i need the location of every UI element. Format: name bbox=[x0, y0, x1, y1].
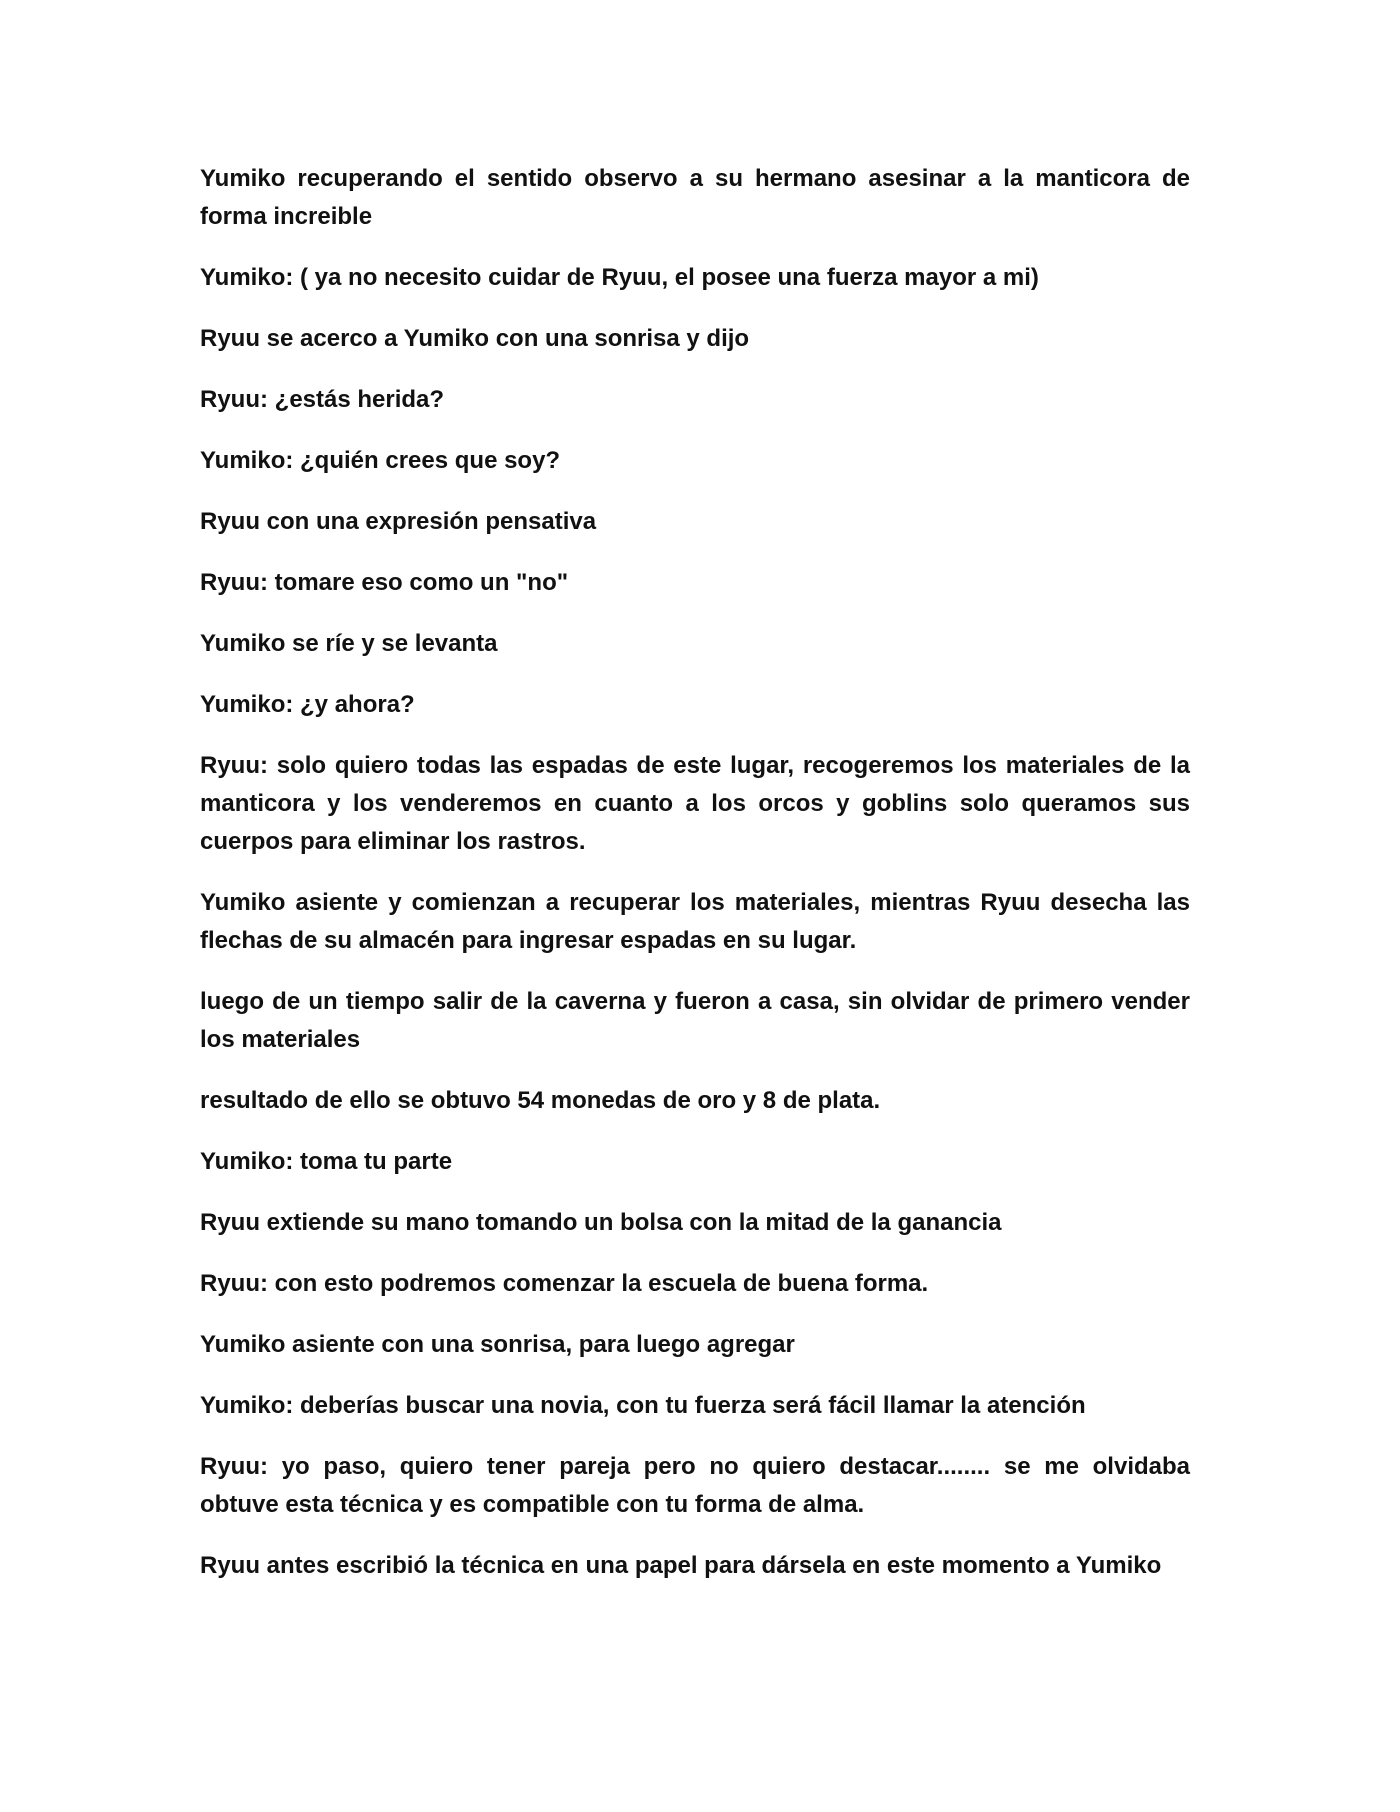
paragraph: Ryuu: tomare eso como un "no" bbox=[200, 569, 569, 596]
paragraph: Yumiko se ríe y se levanta bbox=[200, 630, 498, 657]
paragraph: Yumiko recuperando el sentido observo a su hermano asesinar a la manticora de forma increible bbox=[200, 165, 1190, 230]
paragraph: Yumiko: ¿quién crees que soy? bbox=[200, 447, 561, 474]
paragraph: Ryuu: solo quiero todas las espadas de este lugar, recogeremos los materiales de la manticora y los venderemos en cuanto a los orcos y goblins solo queramos sus cuerpos para eliminar los rastros. bbox=[200, 752, 1190, 855]
paragraph: Ryuu se acerco a Yumiko con una sonrisa y dijo bbox=[200, 325, 750, 352]
paragraph: luego de un tiempo salir de la caverna y fueron a casa, sin olvidar de primero vender los materiales bbox=[200, 988, 1190, 1053]
paragraph: Ryuu: yo paso, quiero tener pareja pero no quiero destacar........ se me olvidaba obtuve esta técnica y es compatible con tu forma de alma. bbox=[200, 1453, 1190, 1518]
paragraph: Yumiko asiente con una sonrisa, para luego agregar bbox=[200, 1331, 795, 1358]
paragraph: Yumiko: ( ya no necesito cuidar de Ryuu, el posee una fuerza mayor a mi) bbox=[200, 264, 1039, 291]
paragraph: Yumiko asiente y comienzan a recuperar los materiales, mientras Ryuu desecha las flechas de su almacén para ingresar espadas en su lugar. bbox=[200, 889, 1190, 954]
paragraph: Ryuu: con esto podremos comenzar la escuela de buena forma. bbox=[200, 1270, 929, 1297]
paragraph: Yumiko: deberías buscar una novia, con tu fuerza será fácil llamar la atención bbox=[200, 1392, 1086, 1419]
paragraph: Yumiko: toma tu parte bbox=[200, 1148, 453, 1175]
paragraph: Ryuu con una expresión pensativa bbox=[200, 508, 597, 535]
paragraph: Ryuu: ¿estás herida? bbox=[200, 386, 445, 413]
paragraph: Ryuu antes escribió la técnica en una papel para dársela en este momento a Yumiko bbox=[200, 1552, 1162, 1579]
paragraph: Ryuu extiende su mano tomando un bolsa con la mitad de la ganancia bbox=[200, 1209, 1002, 1236]
paragraph: Yumiko: ¿y ahora? bbox=[200, 691, 415, 718]
paragraph: resultado de ello se obtuvo 54 monedas de oro y 8 de plata. bbox=[200, 1087, 881, 1114]
document-body bbox=[200, 160, 1190, 1608]
